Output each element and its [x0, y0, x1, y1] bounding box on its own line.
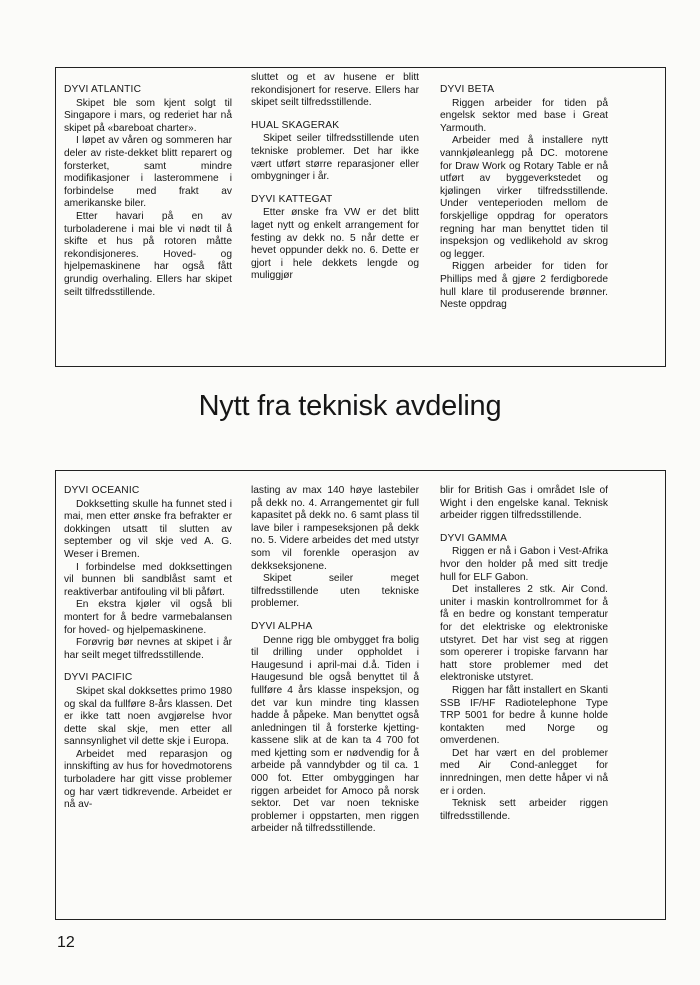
article-paragraph: Riggen er nå i Gabon i Vest-Afrika hvor den holder på med sitt tredje hull for ELF Gabon.	[440, 546, 608, 583]
article-heading: DYVI OCEANIC	[64, 485, 140, 496]
article-heading: HUAL SKAGERAK	[251, 119, 340, 131]
article-paragraph: blir for British Gas i området Isle of Wight i den engelske kanal. Teknisk arbeider riggen tilfredsstillende.	[440, 485, 608, 522]
bottom-column-3	[440, 485, 608, 823]
top-column-3	[440, 84, 608, 312]
article-paragraph: I forbindelse med dokksettingen vil bunnen bli sandblåst samt et reaktiverbar antifouling vil bli påført.	[64, 561, 232, 598]
article-paragraph: Arbeidet med reparasjon og innskifting av hus for hovedmotorens turboladere har gitt visse problemer og har vært tidkrevende. Arbeidet er nå av-	[64, 748, 232, 811]
article-paragraph: En ekstra kjøler vil også bli montert for å bedre varmebalansen for hoved- og hjelpemaskinene.	[64, 599, 232, 636]
section-title: Nytt fra teknisk avdeling	[198, 390, 502, 422]
article-paragraph: Det installeres 2 stk. Air Cond. uniter i maskin kontrollrommet for å få en bedre og konstant temperatur for det elektriske og elektroniske utstyret. Det har vist seg at riggen som opererer i tropiske farvann har hatt store problemer med det elektroniske utstyret.	[440, 584, 608, 684]
article-heading: DYVI PACIFIC	[64, 672, 133, 684]
article-paragraph: Skipet seiler meget tilfredsstillende uten tekniske problemer.	[251, 573, 419, 610]
bottom-column-2	[251, 485, 419, 836]
article-heading: DYVI BETA	[440, 84, 495, 95]
bottom-column-1	[64, 485, 232, 812]
article-paragraph: Riggen har fått installert en Skanti SSB IF/HF Radiotelephone Type TRP 5001 for bedre å kunne holde kontakten med Norge og omverdenen.	[440, 684, 608, 747]
article-paragraph: Riggen arbeider for tiden på engelsk sektor med base i Great Yarmouth.	[440, 97, 608, 134]
article-paragraph: lasting av max 140 høye lastebiler på dekk no. 4. Arrangementet gir full kapasitet på dekk no. 6 samt plass til lave biler i rampeseksjonen på dekk no. 5. Videre arbeides det med utstyr som vil forenkle operasjon av dekkseksjonene.	[251, 485, 419, 572]
article-paragraph: Skipet ble som kjent solgt til Singapore i mars, og rederiet har nå skipet på «bareboat charter».	[64, 97, 232, 134]
top-column-1	[64, 84, 232, 299]
article-paragraph: sluttet og et av husene er blitt rekondisjonert for reserve. Ellers har skipet seilt tilfredsstillende.	[251, 72, 419, 109]
article-paragraph: Det har vært en del problemer med Air Cond-anlegget for innredningen, men dette håper vi nå er i orden.	[440, 747, 608, 797]
article-heading: DYVI ATLANTIC	[64, 84, 142, 95]
page-number: 12	[57, 934, 75, 951]
article-paragraph: Skipet seiler tilfredsstillende uten tekniske problemer. Det har ikke vært utført større reparasjoner eller ombygninger i år.	[251, 133, 419, 183]
article-paragraph: Etter havari på en av turboladerene i mai ble vi nødt til å skifte et hus på rotoren måtte rekondisjoneres. Hoved- og hjelpemaskinene har også fått grundig overhaling. Ellers har skipet seilt tilfredsstillende.	[64, 210, 232, 298]
article-paragraph: Denne rigg ble ombygget fra bolig til drilling under oppholdet i Haugesund i april-mai d.å. Tiden i Haugesund ble også benyttet til å fullføre 4 års klasse inspeksjon, og det var kun mindre ting klassen hadde å påpeke. Man benyttet også anledningen til å forsterke kjetting-kassene slik at de kan ta 4 700 fot med kjetting som er nødvendig for å arbeide på vanndybder og til ca. 1 000 fot. Etter ombyggingen har riggen arbeidet for Amoco på norsk sektor. Det var noen tekniske problemer i oppstarten, men riggen arbeider nå tilfredsstillende.	[251, 634, 419, 835]
article-paragraph: Dokksetting skulle ha funnet sted i mai, men etter ønske fra befrakter er dokkingen utsatt til slutten av september og vil skje ved A. G. Weser i Bremen.	[64, 498, 232, 560]
article-heading: DYVI KATTEGAT	[251, 193, 333, 205]
top-column-2	[251, 72, 419, 283]
bottom-article-box	[55, 470, 666, 920]
top-article-box	[55, 67, 666, 367]
article-heading: DYVI GAMMA	[440, 532, 508, 544]
article-paragraph: Etter ønske fra VW er det blitt laget nytt og enkelt arrangement for festing av dekk no. 5 når dette er hevet oppunder dekk no. 6. Dette er gjort i hele dekkets lengde og muliggjør	[251, 207, 419, 282]
article-heading: DYVI ALPHA	[251, 620, 313, 632]
article-paragraph: I løpet av våren og sommeren har deler av riste-dekket blitt reparert og forsterket, samt mindre modifikasjoner i lasterommene i forbindelse med frakt av amerikanske biler.	[64, 135, 232, 210]
article-paragraph: Arbeider med å installere nytt vannkjøleanlegg på DC. motorene for Draw Work og Rotary Table er nå utført av byggeverkstedet og kjølingen virker tilfredsstillende. Under venteperioden mellom de forskjellige oppdrag for operators regning har man benyttet tiden til inspeksjon og vedlikehold av skrog og legger.	[440, 135, 608, 260]
article-paragraph: Teknisk sett arbeider riggen tilfredsstillende.	[440, 798, 608, 822]
article-paragraph: Riggen arbeider for tiden for Phillips med å gjøre 2 ferdigborede hull klare til produserende brønner. Neste oppdrag	[440, 261, 608, 311]
article-paragraph: Skipet skal dokksettes primo 1980 og skal da fullføre 8-års klassen. Det er ikke tatt noen avgjørelse hvor dette skal skje, men etter all sannsynlighet vil dette skje i Europa.	[64, 685, 232, 748]
article-paragraph: Forøvrig bør nevnes at skipet i år har seilt meget tilfredsstillende.	[64, 637, 232, 661]
